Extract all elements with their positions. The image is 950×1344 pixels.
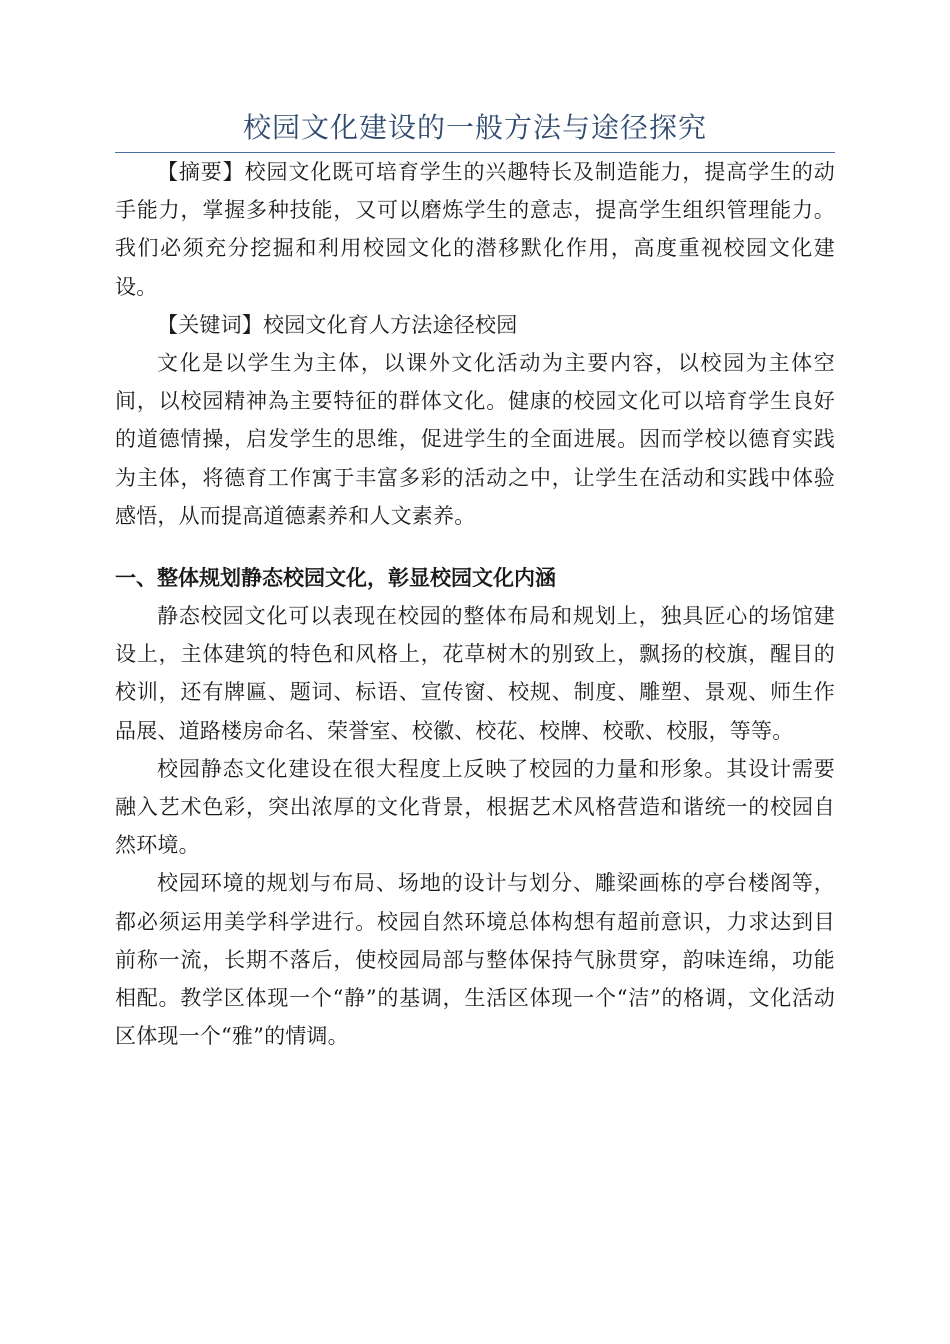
document-page <box>115 108 835 1055</box>
document-title: 校园文化建设的一般方法与途径探究 <box>242 111 707 144</box>
keywords-paragraph: 【关键词】校园文化育人方法途径校园 <box>157 312 518 337</box>
body-paragraph: 校园环境的规划与布局、场地的设计与划分、雕梁画栋的亭台楼阁等，都必须运用美学科学进行。校园自然环境总体构想有超前意识，力求达到目前称一流，长期不落后，使校园局部与整体保持气脉贯穿，韵味连绵，功能相配。教学区体现一个“静”的基调，生活区体现一个“洁”的格调，文化活动区体现一个“雅”的情调。 <box>115 871 835 1049</box>
abstract-paragraph: 【摘要】校园文化既可培育学生的兴趣特长及制造能力，提高学生的动手能力，掌握多种技能，又可以磨炼学生的意志，提高学生组织管理能力。我们必须充分挖掘和利用校园文化的潜移默化作用，高度重视校园文化建设。 <box>115 160 835 299</box>
body-paragraph: 校园静态文化建设在很大程度上反映了校园的力量和形象。其设计需要融入艺术色彩，突出浓厚的文化背景，根据艺术风格营造和谐统一的校园自然环境。 <box>115 756 835 858</box>
body-paragraph: 静态校园文化可以表现在校园的整体布局和规划上，独具匠心的场馆建设上，主体建筑的特色和风格上，花草树木的别致上，飘扬的校旗，醒目的校训，还有牌匾、题词、标语、宣传窗、校规、制度、雕塑、景观、师生作品展、道路楼房命名、荣誉室、校徽、校花、校牌、校歌、校服，等等。 <box>115 604 835 743</box>
intro-paragraph: 文化是以学生为主体，以课外文化活动为主要内容，以校园为主体空间，以校园精神為主要特征的群体文化。健康的校园文化可以培育学生良好的道德情操，启发学生的思维，促进学生的全面进展。因而学校以德育实践为主体，将德育工作寓于丰富多彩的活动之中，让学生在活动和实践中体验感悟，从而提高道德素养和人文素养。 <box>115 351 835 528</box>
section-heading: 一、整体规划静态校园文化，彰显校园文化内涵 <box>115 566 556 591</box>
